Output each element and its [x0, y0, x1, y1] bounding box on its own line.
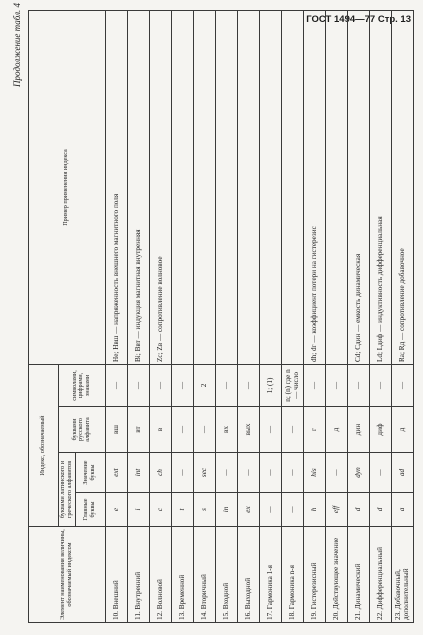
row-name: Внутренний [134, 571, 143, 610]
cell-example [325, 10, 347, 364]
cell-example [281, 10, 303, 364]
cell-example: Bi; Bвт — индукция магнитная внутренняя [127, 10, 149, 364]
table-row [259, 10, 281, 622]
cell-latin-word: — [215, 453, 237, 493]
page-header: ГОСТ 1494—77 Стр. 13 [306, 14, 411, 25]
cell-symbol: — [171, 364, 193, 406]
row-number: 12. [156, 611, 165, 620]
cell-name [303, 527, 325, 623]
header-index-group: Индекс, обозначаемый [29, 364, 59, 526]
cell-latin-word: his [303, 453, 325, 493]
cell-latin-word: sec [193, 453, 215, 493]
cell-name [391, 527, 413, 623]
cell-russian: дин [347, 407, 369, 453]
cell-example [171, 10, 193, 364]
row-name: Гармоника n-я [288, 565, 297, 610]
row-name: Гистерезисный [310, 562, 319, 610]
cell-russian: диф [369, 407, 391, 453]
row-number: 10. [112, 611, 121, 620]
cell-name [127, 527, 149, 623]
table-row [127, 10, 149, 622]
cell-latin-word: — [325, 453, 347, 493]
row-number: 13. [178, 611, 187, 620]
cell-symbol: n; (n) где n — число [281, 364, 303, 406]
row-name: Внешний [112, 580, 121, 610]
row-name: Гармоника 1-я [266, 565, 275, 610]
cell-latin-letter: c [149, 493, 171, 527]
cell-example: He; Hвш — напряженность внешнего магнитного поля [105, 10, 127, 364]
cell-name [149, 527, 171, 623]
cell-latin-letter: t [171, 493, 193, 527]
cell-name [325, 527, 347, 623]
row-name: Временной [178, 574, 187, 610]
cell-name [215, 527, 237, 623]
cell-symbol: — [325, 364, 347, 406]
header-latin-capital: Главные буквы [75, 493, 105, 527]
cell-example: Zc; Zв — сопротивление волновое [149, 10, 171, 364]
cell-latin-word: int [127, 453, 149, 493]
cell-latin-letter: ex [237, 493, 259, 527]
cell-russian: вш [105, 407, 127, 453]
cell-name [281, 527, 303, 623]
cell-latin-word: ch [149, 453, 171, 493]
cell-latin-word: — [259, 453, 281, 493]
cell-latin-letter: in [215, 493, 237, 527]
row-number: 20. [332, 611, 341, 620]
cell-symbol: — [149, 364, 171, 406]
cell-name [347, 527, 369, 623]
cell-example [237, 10, 259, 364]
cell-latin-letter: h [303, 493, 325, 527]
row-name: Действующее значение [332, 537, 341, 610]
cell-name [193, 527, 215, 623]
table-row [347, 10, 369, 622]
table-row [237, 10, 259, 622]
cell-russian: вх [215, 407, 237, 453]
row-number: 21. [354, 611, 363, 620]
table-row [391, 10, 413, 622]
cell-latin-letter: i [127, 493, 149, 527]
cell-latin-word: ad [391, 453, 413, 493]
cell-latin-word: — [171, 453, 193, 493]
index-table [28, 10, 414, 623]
cell-latin-letter: s [193, 493, 215, 527]
row-number: 16. [244, 611, 253, 620]
cell-symbol: — [347, 364, 369, 406]
header-example: Пример применения индекса [29, 10, 106, 364]
cell-latin-letter: eff [325, 493, 347, 527]
header-numbers: символами, цифрами, знаками [59, 364, 106, 406]
cell-russian: г [303, 407, 325, 453]
cell-symbol: 2 [193, 364, 215, 406]
row-name: Входной [222, 582, 231, 610]
cell-symbol: — [237, 364, 259, 406]
row-name: Выходной [244, 577, 253, 610]
row-name: Добавочный, дополнительный [393, 568, 411, 620]
cell-latin-word: — [281, 453, 303, 493]
cell-russian: — [281, 407, 303, 453]
cell-latin-word: ext [105, 453, 127, 493]
cell-russian: д [391, 407, 413, 453]
cell-russian: — [171, 407, 193, 453]
cell-latin-letter: — [259, 493, 281, 527]
table-row [193, 10, 215, 622]
row-number: 23. [393, 611, 402, 620]
row-number: 22. [376, 611, 385, 620]
header-latin-group: буквами латинского и греческого алфавитов [59, 453, 76, 527]
table-row [171, 10, 193, 622]
cell-symbol: — [303, 364, 325, 406]
row-name: Динамический [354, 563, 363, 610]
cell-latin-letter: d [347, 493, 369, 527]
cell-example [215, 10, 237, 364]
row-number: 15. [222, 611, 231, 620]
cell-russian: д [325, 407, 347, 453]
cell-symbol: — [127, 364, 149, 406]
header-russian: буквами русского алфавита [59, 407, 106, 453]
row-name: Дифференциальный [376, 547, 385, 610]
cell-latin-letter: a [391, 493, 413, 527]
table-row [325, 10, 347, 622]
cell-latin-letter: d [369, 493, 391, 527]
cell-symbol: 1; (1) [259, 364, 281, 406]
table-row [215, 10, 237, 622]
cell-name [369, 527, 391, 623]
table-row [303, 10, 325, 622]
cell-symbol: — [105, 364, 127, 406]
cell-symbol: — [391, 364, 413, 406]
table-row [105, 10, 127, 622]
cell-example: Ra; Rд — сопротивление добавочное [391, 10, 413, 364]
table-continuation-label: Продолжение табл. 4 [12, 3, 22, 87]
table-row [149, 10, 171, 622]
cell-latin-word: — [237, 453, 259, 493]
cell-latin-letter: — [281, 493, 303, 527]
cell-russian: вых [237, 407, 259, 453]
cell-russian: в [149, 407, 171, 453]
row-number: 17. [266, 611, 275, 620]
cell-name [105, 527, 127, 623]
cell-russian: — [259, 407, 281, 453]
header-element: Элемент наименования величины, обозначаемый индексом [29, 527, 106, 623]
cell-example: Ld; Lдиф — индуктивность дифференциальная [369, 10, 391, 364]
cell-symbol: — [369, 364, 391, 406]
cell-latin-letter: e [105, 493, 127, 527]
row-number: 19. [310, 611, 319, 620]
row-number: 18. [288, 611, 297, 620]
table-row [369, 10, 391, 622]
row-name: Вторичный [200, 574, 209, 610]
cell-name [171, 527, 193, 623]
row-number: 14. [200, 611, 209, 620]
cell-name [237, 527, 259, 623]
cell-latin-word: — [369, 453, 391, 493]
header-latin-words: Значение буквы [75, 453, 105, 493]
cell-name [259, 527, 281, 623]
row-number: 11. [134, 611, 143, 620]
cell-example: dh; dг — коэффициент потери на гистерезис [303, 10, 325, 364]
cell-russian: — [193, 407, 215, 453]
cell-russian: вт [127, 407, 149, 453]
cell-example [259, 10, 281, 364]
cell-symbol: — [215, 364, 237, 406]
cell-example: Cd; Cдин — емкость динамическая [347, 10, 369, 364]
cell-example [193, 10, 215, 364]
table-row [281, 10, 303, 622]
row-name: Волновой [156, 579, 165, 610]
cell-latin-word: dyn [347, 453, 369, 493]
